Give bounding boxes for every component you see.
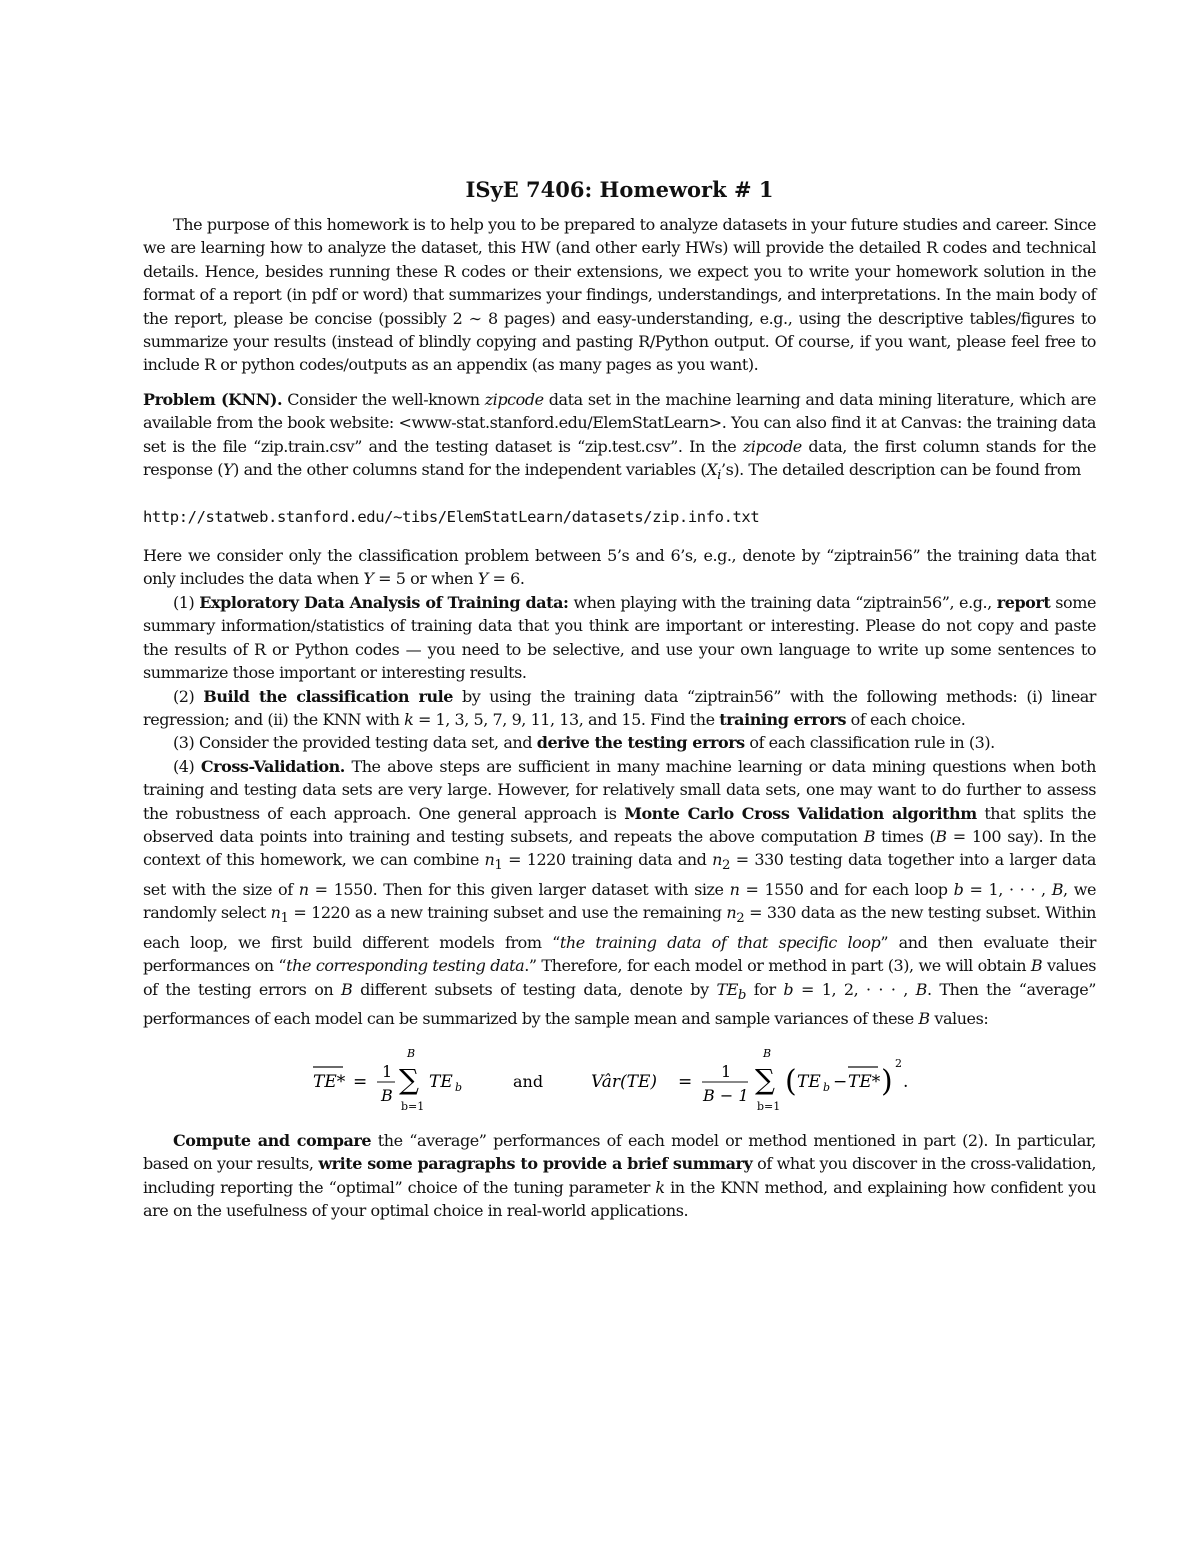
math-var: B	[341, 979, 353, 999]
text-span: (3) Consider the provided testing data set, and	[173, 733, 537, 753]
fraction-numerator: 1	[382, 1061, 393, 1081]
math-var: Y	[363, 569, 374, 589]
intro-paragraph: The purpose of this homework is to help you to be prepared to analyze datasets in your future studies and career. Since we are learning how to analyze the dataset, this HW (and other early HWs) will provide the detailed R codes and technical details. Hence, besides running these R codes or their extensions, we expect you to write your homework solution in the format of a report (in pdf or word) that summarizes your findings, understandings, and interpretations. In the main body of the report, please be concise (possibly 2 ∼ 8 pages) and easy-understanding, e.g., using the descriptive tables/figures to summarize your results (instead of blindly copying and pasting R/Python output. Of course, if you want, please feel free to include R or python codes/outputs as an appendix (as many pages as you want).	[143, 215, 1096, 375]
equals-sign: =	[678, 1071, 693, 1092]
math-var: n	[298, 879, 309, 899]
var-hat: Vâr(TE)	[591, 1071, 657, 1092]
text-span: = 330 testing data together into a larger data set with the size of	[143, 850, 1096, 899]
math-var: B	[918, 1009, 930, 1029]
math-var: n	[729, 879, 740, 899]
text-span: data set in the machine learning and data mining literature, which are available from the book website: <www-stat.stanford.edu/ElemStatLearn>. You can also find it at Canvas: the training data set is the file “zip.train.csv” and the testing dataset is “zip.test.csv”. In the	[143, 389, 1096, 456]
text-span: ) and the other columns stand for the independent variables (	[233, 460, 707, 480]
sum-lower: b=1	[401, 1099, 425, 1113]
math-subscript: 2	[736, 911, 745, 927]
math-var: B	[1030, 956, 1043, 976]
math-var: B	[915, 979, 927, 999]
math-var: TE	[716, 979, 738, 999]
math-var: b	[953, 879, 964, 899]
minus-sign: −	[833, 1071, 848, 1092]
math-var: B	[863, 826, 876, 846]
text-span: of each choice.	[846, 709, 966, 729]
dataset-url: http://statweb.stanford.edu/~tibs/ElemStatLearn/datasets/zip.info.txt	[143, 507, 760, 526]
text-span: Here we consider only the classification problem between 5’s and 6’s, e.g., denote by “ziptrain56” the training data that only includes the data when	[143, 546, 1096, 589]
bold-phrase: training errors	[719, 709, 847, 729]
fraction-numerator: 1	[721, 1061, 732, 1081]
text-span: when playing with the training data “ziptrain56”, e.g.,	[568, 592, 997, 612]
math-subscript: 1	[494, 858, 503, 874]
text-span: The above steps are sufficient in many machine learning or data mining questions when both training and testing data sets are very large. However, for relatively small data sets, one may want to do further to assess the robustness of each approach. One general approach is	[143, 756, 1096, 823]
text-span: ’s). The detailed description can be found from	[720, 460, 1081, 480]
final-paragraph	[143, 1129, 1096, 1223]
math-var: n	[712, 850, 722, 870]
text-span: = 5 or when	[373, 569, 478, 589]
and-word: and	[513, 1071, 544, 1091]
page-title: ISyE 7406: Homework # 1	[465, 177, 774, 202]
bold-phrase: derive the testing errors	[536, 733, 745, 753]
part-3-paragraph	[143, 731, 1096, 754]
text-span: values of the testing errors on	[143, 956, 1097, 999]
text-span: , we randomly select	[143, 879, 1097, 923]
part-2-paragraph	[143, 685, 1096, 732]
text-span: (4)	[173, 756, 201, 776]
text-span: = 1550. Then for this given larger dataset with size	[308, 879, 730, 899]
math-var: n	[726, 903, 737, 923]
te-subscript: b	[455, 1080, 463, 1094]
math-subscript: 1	[280, 911, 289, 927]
zipcode-term: zipcode	[742, 436, 802, 456]
text-span: = 6.	[487, 569, 525, 589]
text-span: times (	[875, 826, 936, 846]
italic-phrase: the training data of that specific loop	[559, 932, 881, 952]
math-var: b	[783, 979, 794, 999]
math-var: Y	[477, 569, 488, 589]
math-subscript: 2	[722, 858, 731, 874]
math-var: k	[404, 709, 414, 729]
text-span: in the KNN method, and explaining how confident you are on the usefulness of your optimal choice in real-world applications.	[143, 1177, 1096, 1220]
text-span: .” Therefore, for each model or method in part (3), we will obtain	[524, 956, 1031, 976]
text-span: of what you discover in the cross-validation, including reporting the “optimal” choice of the tuning parameter	[143, 1154, 1096, 1197]
math-var: B	[1051, 879, 1064, 899]
bold-phrase: report	[996, 592, 1051, 612]
open-paren: (	[785, 1063, 797, 1099]
te-subscript: b	[823, 1080, 831, 1094]
part-4-paragraph	[143, 755, 1096, 1031]
text-span: = 100 say). In the context of this homework, we can combine	[143, 826, 1096, 870]
bold-phrase: Compute and compare	[173, 1130, 372, 1150]
text-span: by using the training data “ziptrain56” with the following methods: (i) linear regression; and (ii) the KNN with	[143, 686, 1097, 729]
text-span: = 1, 3, 5, 7, 9, 11, 13, and 15. Find the	[413, 709, 720, 729]
part-1-paragraph	[143, 591, 1096, 685]
zipcode-term: zipcode	[484, 389, 544, 409]
text-span: = 1, · · · ,	[963, 879, 1052, 899]
text-span: = 1220 as a new training subset and use the remaining	[288, 903, 727, 923]
text-span: ” and then evaluate their performances on “	[143, 932, 1096, 976]
text-span: = 1220 training data and	[502, 850, 713, 870]
problem-paragraph	[143, 388, 1096, 488]
bold-phrase: Cross-Validation.	[200, 756, 345, 776]
text-span: different subsets of testing data, denote by	[352, 979, 717, 999]
text-span: Consider the well-known	[282, 389, 485, 409]
math-var: X	[706, 460, 718, 480]
text-span: of each classification rule in (3).	[744, 733, 995, 753]
math-var: B	[935, 826, 947, 846]
text-span: for	[746, 979, 784, 999]
text-span: = 330 data as the new testing subset. Within each loop, we first build different models from “	[143, 903, 1096, 952]
fraction-denominator: B − 1	[703, 1085, 749, 1105]
text-span: some summary information/statistics of training data that you think are important or interesting. Please do not copy and paste the results of R or Python codes — you need to be selective, and use your own language to write up some sentences to summarize those important or interesting results.	[143, 592, 1096, 683]
text-span: (2)	[173, 686, 204, 706]
text-span: data, the first column stands for the response (	[143, 436, 1096, 480]
problem-heading: Problem (KNN).	[143, 389, 283, 409]
consider-paragraph	[143, 544, 1096, 591]
text-span: = 1550 and for each loop	[739, 879, 954, 899]
fraction-denominator: B	[381, 1085, 393, 1105]
bold-phrase: Build the classification rule	[203, 686, 453, 706]
sum-sign: ∑	[399, 1062, 419, 1096]
square-exponent: 2	[895, 1056, 902, 1070]
math-var: n	[270, 903, 281, 923]
italic-phrase: the corresponding testing data	[286, 956, 525, 976]
sum-upper: B	[763, 1046, 772, 1060]
sum-upper: B	[407, 1046, 416, 1060]
sum-lower: b=1	[757, 1099, 781, 1113]
te-bar: TE*	[313, 1071, 346, 1092]
text-span: the “average” performances of each model or method mentioned in part (2). In particular, based on your results,	[143, 1130, 1097, 1174]
bold-phrase: Exploratory Data Analysis of Training data:	[199, 592, 569, 612]
document-body	[143, 176, 1096, 1222]
te-term: TE	[429, 1071, 453, 1092]
text-span: that splits the observed data points into training and testing subsets, and repeats the above computation	[143, 803, 1096, 846]
math-subscript: i	[717, 468, 721, 484]
te-bar: TE*	[848, 1071, 881, 1092]
sum-sign: ∑	[755, 1062, 775, 1096]
te-term: TE	[797, 1071, 821, 1092]
formula-svg	[143, 1045, 1096, 1119]
text-span: . Then the “average” performances of each model can be summarized by the sample mean and sample variances of these	[143, 979, 1096, 1029]
close-paren: )	[881, 1063, 893, 1099]
cv-formula	[143, 1045, 1096, 1119]
bold-phrase: Monte Carlo Cross Validation algorithm	[624, 803, 977, 823]
text-span: = 1, 2, · · · ,	[793, 979, 916, 999]
formula-period: .	[903, 1071, 909, 1092]
math-subscript: b	[737, 987, 747, 1003]
equals-sign: =	[353, 1071, 368, 1092]
bold-phrase: write some paragraphs to provide a brief summary	[318, 1154, 753, 1174]
math-var: k	[655, 1177, 665, 1197]
math-var: n	[484, 850, 495, 870]
text-span: values:	[929, 1009, 989, 1029]
math-var: Y	[223, 460, 234, 480]
text-span: (1)	[173, 592, 200, 612]
